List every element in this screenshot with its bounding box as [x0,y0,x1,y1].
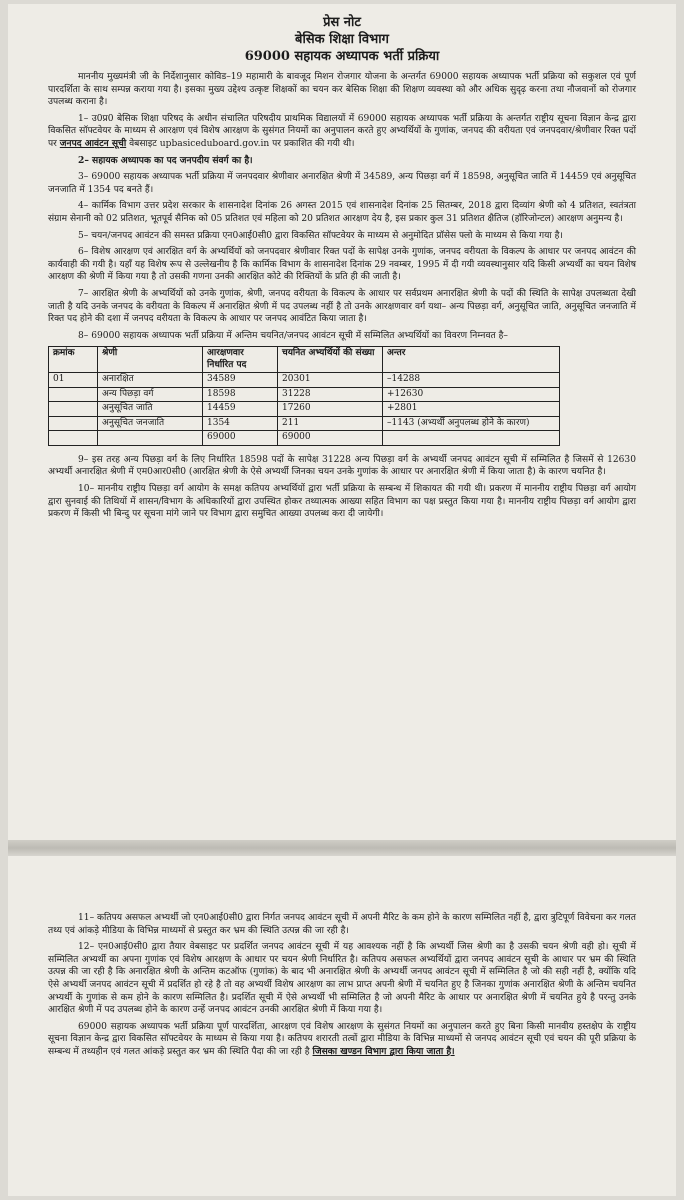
table-row-total [49,431,560,446]
table-header: अन्तर [383,347,560,373]
table-cell: 14459 [203,402,278,417]
table-cell: 31228 [278,387,383,402]
paragraph-8: 8– 69000 सहायक अध्यापक भर्ती प्रक्रिया में अन्तिम चयनित/जनपद आवंटन सूची में सम्मिलित अभ्यर्थियों का विवरण निम्नवत है– [78,330,508,341]
paragraph-7: 7– आरक्षित श्रेणी के अभ्यर्थियों को उनके गुणांक, श्रेणी, जनपद वरीयता के विकल्प के आधार पर सर्वप्रथम अनारक्षित श्रेणी के पदों की स्थिति के सापेक्ष उपलब्धता देखी जाती है यदि उनके जनपद के वरीयता के विकल्प में अनारक्षित श्रेणी में पद उपलब्ध नहीं है तो उनके आरक्षणवार वर्ग यथा– अन्य पिछड़ा वर्ग, अनुसूचित जाति, अनुसूचित जनजाति में रिक्त पद होने की दशा में जनपद वरीयता के विकल्प के आधार पर जनपद आवंटित किया जाता है। [48,288,636,325]
header-department: बेसिक शिक्षा विभाग [295,32,389,47]
press-note-sheet [8,4,676,1196]
paragraph-1-tail: वेबसाइट upbasiceduboard.gov.in पर प्रकाशित की गयी थी। [129,138,355,149]
closing-text: 69000 सहायक अध्यापक भर्ती प्रक्रिया पूर्ण पारदर्शिता, आरक्षण एवं विशेष आरक्षण के सुसंगत नियमों का अनुपालन करते हुए बिना किसी मानवीय हस्तक्षेप के राष्ट्रीय सूचना विज्ञान केन्द्र द्वारा विकसित सॉफ्टवेयर के माध्यम से किया गया है। कतिपय शरारती तत्वों द्वारा मीडिया के विभिन्न माध्यमों से जनपद आवंटन सूची एवं चयन की पूरी प्रक्रिया के सम्बन्ध में तथ्यहीन एवं गलत आंकड़े प्रस्तुत कर भ्रम की स्थिति पैदा की जा रही है [48,1021,636,1057]
table-header: आरक्षणवार निर्धारित पद [203,347,278,373]
paragraph-1-highlight: जनपद आवंटन सूची [59,137,127,149]
table-header: श्रेणी [98,347,203,373]
table-cell: अनारक्षित [98,373,203,388]
closing-paragraph [48,1021,636,1059]
table-header-row [49,347,560,373]
table-cell: 34589 [203,373,278,388]
paragraph-1 [48,113,636,151]
table-cell [49,387,98,402]
table-row [49,387,560,402]
paragraph-9: 9– इस तरह अन्य पिछड़ा वर्ग के लिए निर्धारित 18598 पदों के सापेक्ष 31228 अन्य पिछड़ा वर्ग के अभ्यर्थी जनपद आवंटन सूची में सम्मिलित है जिसमें से 12630 अभ्यर्थी अनारक्षित श्रेणी में एम0आर0सी0 (आरक्षित श्रेणी के ऐसे अभ्यर्थी जिनका चयन उनके गुणांक के आधार पर अनारक्षित श्रेणी में किया जाता है) के कारण चयनित है। [48,454,636,478]
page-fold [8,840,676,856]
table-cell [383,431,560,446]
table-header: क्रमांक [49,347,98,373]
paragraph-1-text: 1– उ0प्र0 बेसिक शिक्षा परिषद के अधीन संचालित परिषदीय प्राथमिक विद्यालयों में 69000 सहायक अध्यापक भर्ती प्रक्रिया के अन्तर्गत राष्ट्रीय सूचना विज्ञान केन्द्र द्वारा विकसित सॉफ्टवेयर के माध्यम से आरक्षण एवं विशेष आरक्षण के सुसंगत नियमों का अनुपालन करते हुए अभ्यर्थियों के गुणांक, जनपद की वरीयता एवं जनपदवार/श्रेणीवार रिक्त पदों पर [48,113,636,149]
table-cell [49,402,98,417]
table-cell: –1143 (अभ्यर्थी अनुपलब्ध होने के कारण) [383,416,560,431]
paragraph-12: 12– एन0आई0सी0 द्वारा तैयार वेबसाइट पर प्रदर्शित जनपद आवंटन सूची में यह आवश्यक नहीं है कि अभ्यर्थी जिस श्रेणी का है उसकी चयन श्रेणी वही हो। सूची में सम्मिलित अभ्यर्थी का अपना गुणांक एवं विशेष आरक्षण के आधार पर चयन श्रेणी निर्धारित है। कतिपय असफल अभ्यर्थियों द्वारा जनपद आवंटन सूची के आधार पर भ्रम की स्थिति उत्पन्न की जा रही है कि अनारक्षित श्रेणी के अन्तिम कटऑफ (गुणांक) के बाद भी अनारक्षित श्रेणी के अभ्यर्थी जनपद आवंटन सूची में सम्मिलित है जो की सही नहीं है, क्योंकि यदि ऐसे अभ्यर्थी जनपद आवंटन सूची में प्रदर्शित हो रहे है तो वह अभ्यर्थी विशेष आरक्षण का लाभ प्राप्त अपनी श्रेणी में चयनित हुए है जिनका गुणांक अनारक्षित श्रेणी के अन्तिम चयनित अभ्यर्थी के गुणांक से कम होने के कारण सम्मिलित है। प्रदर्शित सूची में ऐसे अभ्यर्थी भी सम्मिलित है जो अपनी मैरिट के आधार पर अनारक्षित श्रेणी में चयनित हुये है परन्तु उनके आरक्षित श्रेणी में पद उपलब्ध होने के कारण उन्हें जनपद आवंटन उनकी आरक्षित श्रेणी में किया गया है। [48,942,636,1016]
paragraph-4: 4– कार्मिक विभाग उत्तर प्रदेश सरकार के शासनादेश दिनांक 26 अगस्त 2015 एवं शासनादेश दिनांक 25 सितम्बर, 2018 द्वारा दिव्यांग श्रेणी को 4 प्रतिशत, स्वतंत्रता संग्राम सेनानी को 02 प्रतिशत, भूतपूर्व सैनिक को 05 प्रतिशत एवं महिला को 20 प्रतिशत आरक्षण देय है, इस प्रकार कुल 31 प्रतिशत क्षैतिज (हॉरिजोन्टल) आरक्षण अनुमन्य है। [48,201,636,224]
header-subject: 69000 सहायक अध्यापक भर्ती प्रक्रिया [244,49,440,64]
table-row [49,416,560,431]
paragraph-6: 6– विशेष आरक्षण एवं आरक्षित वर्ग के अभ्यर्थियों को जनपदवार श्रेणीवार रिक्त पदों के सापेक्ष उनके गुणांक, जनपद वरीयता के विकल्प के आधार पर जनपद आवंटन की कार्यवाही की गयी है। यहाँ यह विशेष रूप से उल्लेखनीय है कि कार्मिक विभाग के शासनादेश दिनांक 29 नवम्बर, 1995 में दी गयी व्यवस्थानुसार यदि किसी अभ्यर्थी का चयन विशेष आरक्षण की श्रेणी में किया गया है तो उसकी गणना उनकी आरक्षित कोटे की रिक्तियों के प्रति ही की जाती है। [48,247,636,283]
table-header: चयनित अभ्यर्थियों की संख्या [278,347,383,373]
table-cell [49,431,98,446]
table-cell: 1354 [203,416,278,431]
paragraph-10: 10– माननीय राष्ट्रीय पिछड़ा वर्ग आयोग के समक्ष कतिपय अभ्यर्थियों द्वारा भर्ती प्रक्रिया के सम्बन्ध में शिकायत की गयी थी। प्रकरण में माननीय राष्ट्रीय पिछड़ा वर्ग आयोग द्वारा सुनवाई की तिथियों में शासन/विभाग के अधिकारियों द्वारा उपस्थित होकर तथ्यात्मक आख्या सहित विभाग का पक्ष प्रस्तुत किया गया है। माननीय राष्ट्रीय पिछड़ा वर्ग आयोग द्वारा प्रकरण में किसी भी बिन्दु पर सूचना मांगे जाने पर विभाग द्वारा समुचित आख्या उपलब्ध करा दी जायेगी। [48,483,636,520]
selection-table [48,346,560,446]
table-row [49,402,560,417]
table-cell: 17260 [278,402,383,417]
paragraph-11: 11– कतिपय असफल अभ्यर्थी जो एन0आई0सी0 द्वारा निर्गत जनपद आवंटन सूची में अपनी मैरिट के कम होने के कारण सम्मिलित नहीं है, द्वारा त्रुटिपूर्ण विवेचना कर गलत तथ्य एवं आंकड़े मीडिया के विभिन्न माध्यमों से प्रस्तुत कर भ्रम की स्थिति उत्पन्न की जा रही है। [48,913,636,936]
table-cell [49,416,98,431]
paragraph-2: 2– सहायक अध्यापक का पद जनपदीय संवर्ग का है। [78,154,253,166]
table-cell: 69000 [278,431,383,446]
document-page-2 [8,856,676,1196]
table-row [49,373,560,388]
table-cell: –14288 [383,373,560,388]
intro-paragraph: माननीय मुख्यमंत्री जी के निर्देशानुसार कोविड–19 महामारी के बावजूद मिशन रोजगार योजना के अन्तर्गत 69000 सहायक अध्यापक भर्ती प्रक्रिया को सकुशल एवं पूर्ण पारदर्शिता के साथ सम्पन्न कराया गया है। इसका मुख्य उद्देश्य उत्कृष्ट शिक्षकों का चयन कर बेसिक शिक्षा की शिक्षण व्यवस्था को और अधिक सुदृढ़ करना तथा नौजवानों को रोजगार उपलब्ध कराना है। [48,72,636,108]
paragraph-3: 3– 69000 सहायक अध्यापक भर्ती प्रक्रिया में जनपदवार श्रेणीवार अनारक्षित श्रेणी में 34589, अन्य पिछड़ा वर्ग में 18598, अनुसूचित जाति में 14459 एवं अनुसूचित जनजाति में 1354 पद बनते हैं। [48,172,636,195]
document-page-1 [8,4,676,840]
table-cell: 01 [49,373,98,388]
paragraph-5: 5– चयन/जनपद आवंटन की समस्त प्रक्रिया एन0आई0सी0 द्वारा विकसित सॉफ्टवेयर के माध्यम से अनुमोदित प्रॉसेस फ्लो के माध्यम से किया गया है। [78,230,563,241]
table-cell: अन्य पिछड़ा वर्ग [98,387,203,402]
table-cell: +12630 [383,387,560,402]
table-cell: अनुसूचित जाति [98,402,203,417]
table-cell: 69000 [203,431,278,446]
closing-denial: जिसका खण्डन विभाग द्वारा किया जाता है। [312,1045,455,1057]
table-cell [98,431,203,446]
table-cell: 20301 [278,373,383,388]
table-cell: 18598 [203,387,278,402]
table-cell: 211 [278,416,383,431]
table-cell: अनुसूचित जनजाति [98,416,203,431]
table-cell: +2801 [383,402,560,417]
header-title: प्रेस नोट [323,15,361,30]
